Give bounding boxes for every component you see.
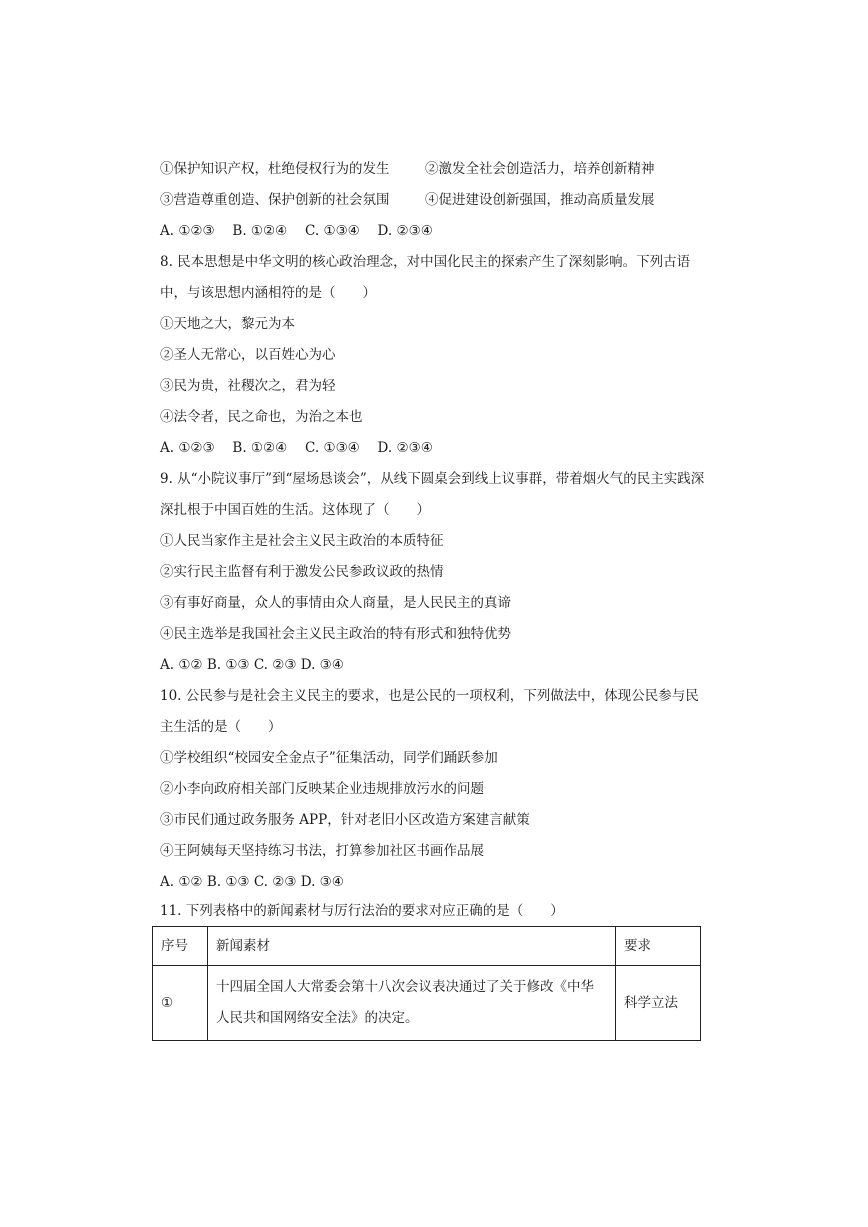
q10-stem-line-1: 10. 公民参与是社会主义民主的要求，也是公民的一项权利，下列做法中，体现公民参与民 xyxy=(160,688,699,704)
q8-option-3: ③民为贵，社稷次之，君为轻 xyxy=(160,378,336,394)
q9-option-2: ②实行民主监督有利于激发公民参政议政的热情 xyxy=(160,564,444,580)
row-serial-number: ① xyxy=(153,966,208,1041)
q9-choices: A. ①② B. ①③ C. ②③ D. ③④ xyxy=(160,657,344,673)
q8-option-2: ②圣人无常心，以百姓心为心 xyxy=(160,347,336,363)
q8-stem-line-1: 8. 民本思想是中华文明的核心政治理念，对中国化民主的探索产生了深刻影响。下列古语 xyxy=(160,254,691,270)
row-news-material-line-2: 人民共和国网络安全法》的决定。 xyxy=(216,1010,419,1026)
q9-option-3: ③有事好商量，众人的事情由众人商量，是人民民主的真谛 xyxy=(160,595,511,611)
q7-option-row-1 xyxy=(160,159,655,179)
table-row xyxy=(153,966,701,1041)
q8-option-1: ①天地之大，黎元为本 xyxy=(160,316,295,332)
q9-option-1: ①人民当家作主是社会主义民主政治的本质特征 xyxy=(160,533,444,549)
q10-option-4: ④王阿姨每天坚持练习书法，打算参加社区书画作品展 xyxy=(160,843,484,859)
header-news-material: 新闻素材 xyxy=(208,927,616,966)
q7-option-4: ④促进建设创新强国，推动高质量发展 xyxy=(425,192,655,208)
q7-option-2: ②激发全社会创造活力，培养创新精神 xyxy=(425,161,655,177)
q10-option-3: ③市民们通过政务服务 APP，针对老旧小区改造方案建言献策 xyxy=(160,812,530,828)
q8-stem-line-2: 中，与该思想内涵相符的是（ ） xyxy=(160,285,376,301)
q11-stem: 11. 下列表格中的新闻素材与厉行法治的要求对应正确的是（ ） xyxy=(160,903,564,919)
table-header-row xyxy=(153,927,701,966)
q9-stem-line-1: 9. 从“小院议事厅”到“屋场恳谈会”，从线下圆桌会到线上议事群，带着烟火气的民主实践深 xyxy=(160,471,705,487)
row-requirement: 科学立法 xyxy=(616,966,701,1041)
header-serial-number: 序号 xyxy=(153,927,208,966)
header-requirement: 要求 xyxy=(616,927,701,966)
q8-option-4: ④法令者，民之命也，为治之本也 xyxy=(160,409,363,425)
q10-choices: A. ①② B. ①③ C. ②③ D. ③④ xyxy=(160,874,344,890)
row-news-material-line-1: 十四届全国人大常委会第十八次会议表决通过了关于修改《中华 xyxy=(216,979,594,995)
q10-option-2: ②小李向政府相关部门反映某企业违规排放污水的问题 xyxy=(160,781,484,797)
q10-stem-line-2: 主生活的是（ ） xyxy=(160,719,282,735)
q9-option-4: ④民主选举是我国社会主义民主政治的特有形式和独特优势 xyxy=(160,626,511,642)
q7-option-row-2 xyxy=(160,190,655,210)
q7-option-1: ①保护知识产权，杜绝侵权行为的发生 xyxy=(160,161,390,177)
news-material-table xyxy=(152,926,701,1041)
q8-choices: A. ①②③ B. ①②④ C. ①③④ D. ②③④ xyxy=(160,440,433,456)
row-news-material xyxy=(208,966,616,1041)
q10-option-1: ①学校组织“校园安全金点子”征集活动，同学们踊跃参加 xyxy=(160,750,498,766)
q7-option-3: ③营造尊重创造、保护创新的社会氛围 xyxy=(160,192,390,208)
q7-choices: A. ①②③ B. ①②④ C. ①③④ D. ②③④ xyxy=(160,223,433,239)
q9-stem-line-2: 深扎根于中国百姓的生活。这体现了（ ） xyxy=(160,502,430,518)
